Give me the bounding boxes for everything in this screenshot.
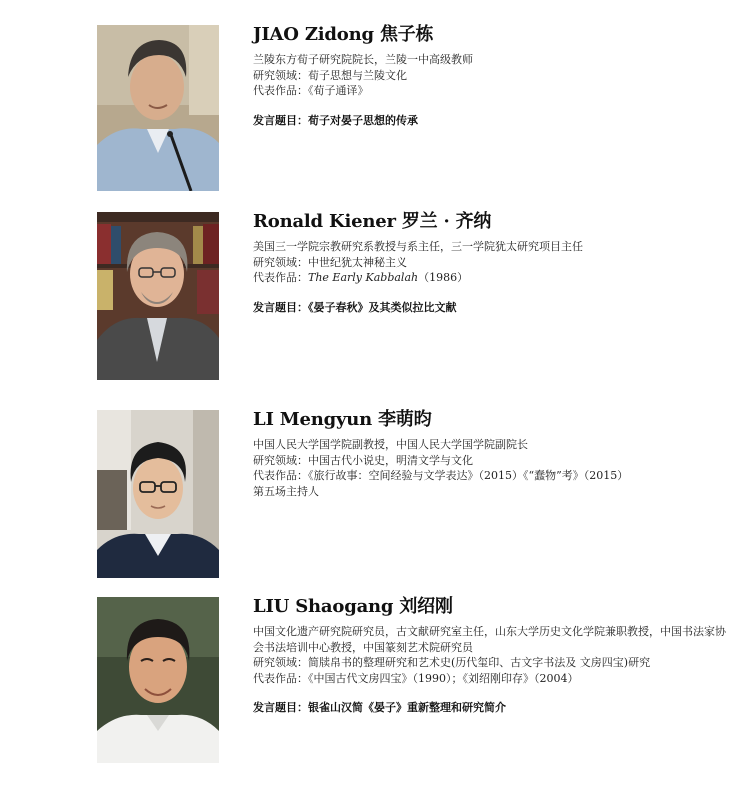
speaker-photo xyxy=(97,212,219,380)
portrait-image xyxy=(97,25,219,191)
speaker-title: 中国人民大学国学院副教授，中国人民大学国学院副院长 xyxy=(253,438,528,451)
speaker-research-field: 研究领域：中世纪犹太神秘主义 xyxy=(253,255,407,269)
speaker-talk-title: 发言题目：荀子对晏子思想的传承 xyxy=(253,113,418,127)
speaker-research-field: 研究领域：中国古代小说史，明清文学与文化 xyxy=(253,453,473,467)
speaker-photo xyxy=(97,597,219,763)
portrait-image xyxy=(97,212,219,380)
speaker-card-ronald-kiener xyxy=(97,212,727,380)
speaker-research-field: 研究领域：简牍帛书的整理研究和艺术史(历代玺印、古文字书法及 文房四宝)研究 xyxy=(253,656,651,669)
speaker-info xyxy=(253,24,727,128)
speaker-works: 代表作品：《旅行故事：空间经验与文学表达》（2015）《“蠢物”考》（2015） xyxy=(253,469,629,482)
portrait-image xyxy=(97,410,219,578)
speaker-name: LI Mengyun 李萌昀 xyxy=(253,409,432,430)
speaker-photo xyxy=(97,25,219,191)
speaker-talk-title: 发言题目：银雀山汉简《晏子》重新整理和研究简介 xyxy=(253,701,506,714)
speaker-works xyxy=(253,270,727,286)
speaker-talk-title: 发言题目：《晏子春秋》及其类似拉比文献 xyxy=(253,300,457,314)
speaker-title: 中国文化遗产研究院研究员，古文献研究室主任，山东大学历史文化学院兼职教授，中国书法家协会书法培训中心教授，中国篆刻艺术院研究员 xyxy=(253,625,726,654)
portrait-image xyxy=(97,597,219,763)
speaker-title: 美国三一学院宗教研究系教授与系主任，三一学院犹太研究项目主任 xyxy=(253,240,583,253)
speaker-info xyxy=(253,211,727,315)
speaker-role: 第五场主持人 xyxy=(253,484,319,498)
works-suffix: （1986） xyxy=(418,271,469,284)
speaker-info xyxy=(253,409,727,499)
speaker-research-field: 研究领域：荀子思想与兰陵文化 xyxy=(253,68,407,82)
works-title: The Early Kabbalah xyxy=(308,271,419,284)
speaker-card-jiao-zidong xyxy=(97,25,727,191)
speaker-name: Ronald Kiener 罗兰 · 齐纳 xyxy=(253,211,492,232)
speaker-info xyxy=(253,596,727,715)
speaker-card-li-mengyun xyxy=(97,410,727,578)
speaker-name: LIU Shaogang 刘绍刚 xyxy=(253,596,453,617)
speaker-photo xyxy=(97,410,219,578)
speaker-title: 兰陵东方荀子研究院院长，兰陵一中高级教师 xyxy=(253,53,473,66)
works-prefix: 代表作品： xyxy=(253,271,308,284)
speaker-card-liu-shaogang xyxy=(97,597,727,763)
speaker-works: 代表作品：《中国古代文房四宝》（1990）；《刘绍刚印存》（2004） xyxy=(253,671,579,685)
speaker-name: JIAO Zidong 焦子栋 xyxy=(253,24,434,45)
speaker-works: 代表作品：《荀子通译》 xyxy=(253,84,369,97)
